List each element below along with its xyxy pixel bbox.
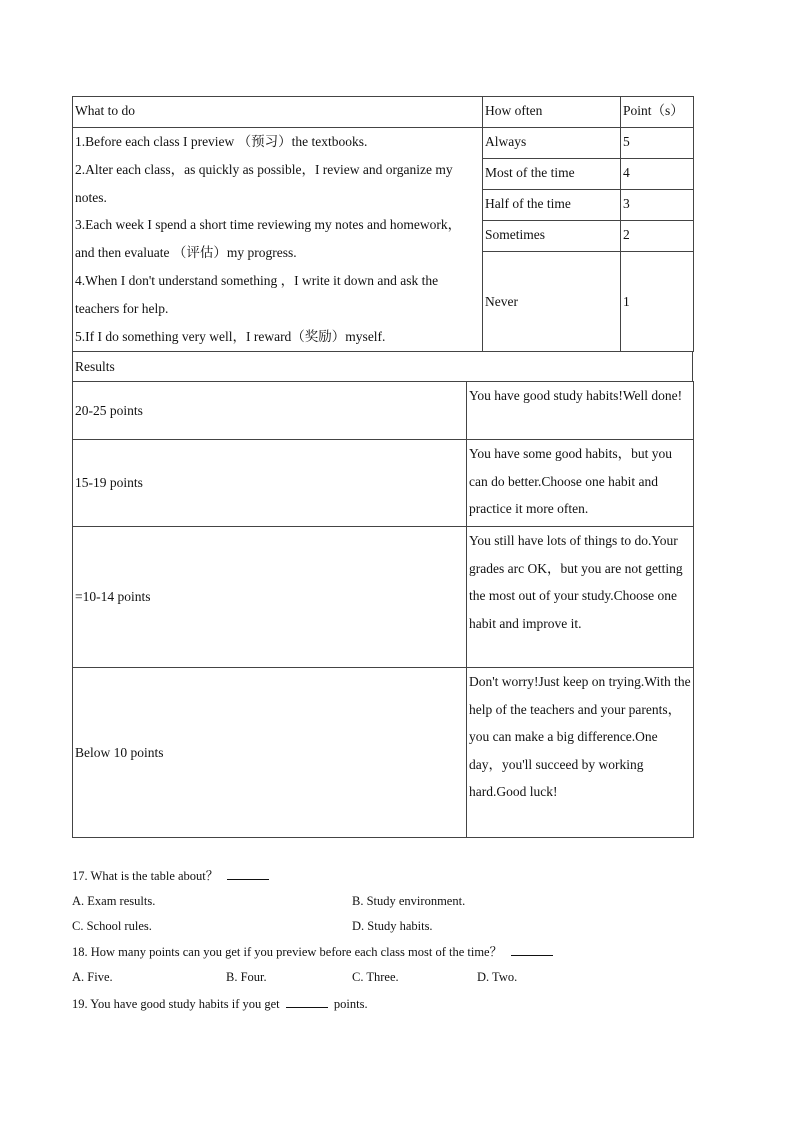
header-points: Point（s） [621, 97, 694, 128]
habits-table [72, 96, 694, 352]
result-text: You have some good habits，but you can do better.Choose one habit and practice it more often. [467, 440, 694, 527]
result-text: You have good study habits!Well done! [467, 382, 694, 440]
frequency-label: Half of the time [483, 190, 621, 221]
q17-option-b[interactable]: B. Study environment. [352, 894, 466, 908]
q17-option-d[interactable]: D. Study habits. [352, 919, 433, 933]
study-habits-table [72, 96, 693, 838]
results-table [72, 381, 694, 838]
frequency-label: Always [483, 128, 621, 159]
frequency-point: 1 [621, 252, 694, 352]
what-to-do-item-5: 5.If I do something very well，I reward（奖励）myself. [75, 328, 386, 344]
what-to-do-item-1: 1.Before each class I preview （预习）the textbooks. [75, 134, 368, 149]
frequency-point: 5 [621, 128, 694, 159]
question-18 [72, 943, 553, 960]
q18-option-b[interactable]: B. Four. [226, 970, 267, 984]
question-17-stem: 17. What is the table about？ [72, 869, 219, 883]
q18-option-a[interactable]: A. Five. [72, 970, 113, 984]
what-to-do-item-2: 2.Alter each class，as quickly as possible，I review and organize my notes. [75, 161, 453, 205]
result-range: Below 10 points [73, 668, 467, 838]
q17-option-a[interactable]: A. Exam results. [72, 894, 156, 908]
what-to-do-item-4: 4.When I don't understand something ，I write it down and ask the teachers for help. [75, 272, 439, 316]
frequency-point: 2 [621, 221, 694, 252]
answer-blank-19[interactable] [286, 995, 328, 1008]
frequency-label: Never [483, 252, 621, 352]
what-to-do-list [73, 128, 483, 352]
frequency-point: 4 [621, 159, 694, 190]
question-19-stem-before: 19. You have good study habits if you get [72, 997, 280, 1011]
header-what-to-do: What to do [73, 97, 483, 128]
results-heading: Results [72, 351, 693, 382]
result-range: 15-19 points [73, 440, 467, 527]
frequency-label: Sometimes [483, 221, 621, 252]
q18-option-c[interactable]: C. Three. [352, 970, 399, 984]
question-19-stem-after: points. [333, 997, 368, 1011]
frequency-point: 3 [621, 190, 694, 221]
question-19 [72, 995, 368, 1012]
answer-blank-17[interactable] [227, 867, 269, 880]
result-text: You still have lots of things to do.Your grades arc OK，but you are not getting the most out of your study.Choose one habit and improve it. [467, 527, 694, 668]
what-to-do-item-3: 3.Each week I spend a short time reviewing my notes and homework，and then evaluate （评估）my progress. [75, 217, 462, 261]
question-18-stem: 18. How many points can you get if you preview before each class most of the time？ [72, 945, 503, 959]
answer-blank-18[interactable] [511, 943, 553, 956]
result-range: =10-14 points [73, 527, 467, 668]
q18-option-d[interactable]: D. Two. [477, 970, 518, 984]
q17-option-c[interactable]: C. School rules. [72, 919, 152, 933]
result-text: Don't worry!Just keep on trying.With the help of the teachers and your parents，you can make a big difference.One day，you'll succeed by working hard.Good luck! [467, 668, 694, 838]
result-range: 20-25 points [73, 382, 467, 440]
header-how-often: How often [483, 97, 621, 128]
question-17 [72, 867, 269, 884]
frequency-label: Most of the time [483, 159, 621, 190]
